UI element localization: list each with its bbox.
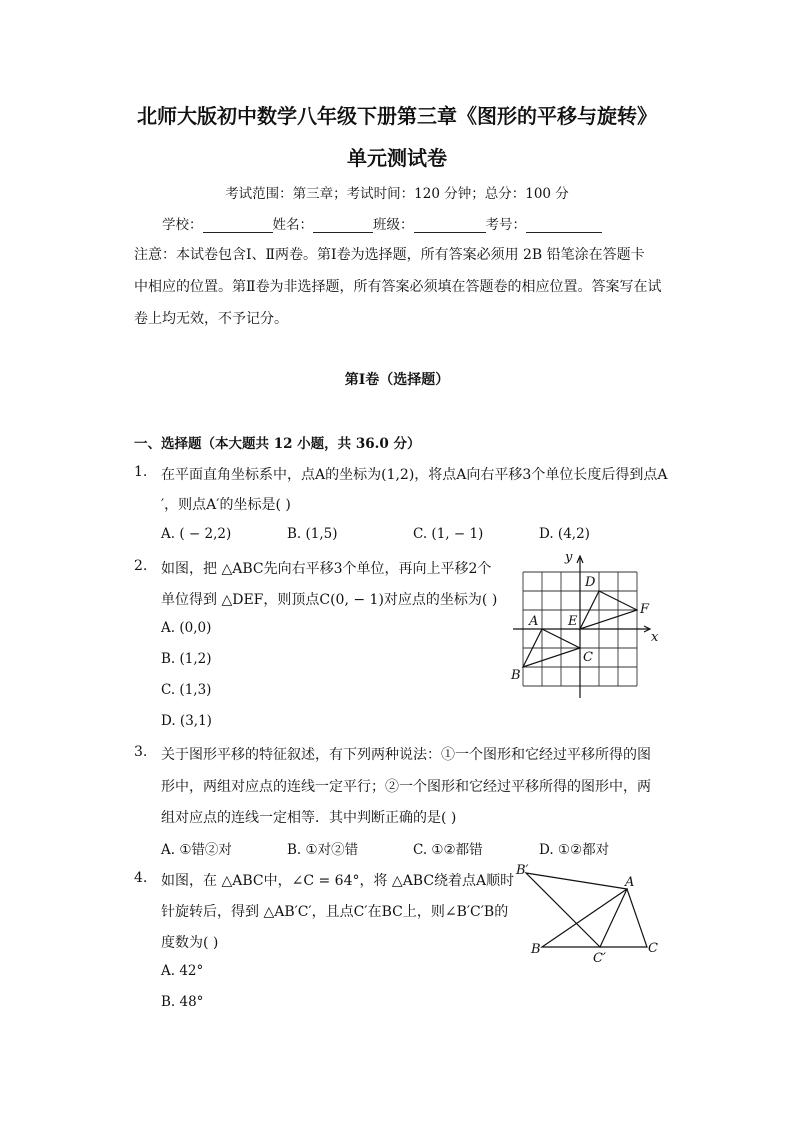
notice-line-1: 注意：本试卷包含Ⅰ、Ⅱ两卷。第Ⅰ卷为选择题，所有答案必须用 2B 铅笔涂在答题卡 — [134, 247, 645, 263]
option-b[interactable]: B. (1,2) — [161, 651, 212, 667]
question-line: 形中，两组对应点的连线一定平行；②一个图形和它经过平移所得的图形中，两 — [161, 779, 651, 795]
point-label-c: C — [648, 941, 658, 956]
option-a[interactable]: A. 42° — [161, 963, 204, 979]
triangle-abc — [542, 889, 647, 947]
class-label: 班级： — [373, 217, 414, 233]
point-label-e: E — [568, 614, 578, 629]
question-line: 关于图形平移的特征叙述，有下列两种说法：①一个图形和它经过平移所得的图 — [161, 747, 651, 763]
number-blank[interactable] — [526, 218, 602, 233]
grid-figure — [505, 548, 665, 700]
notice-line-3: 卷上均无效，不予记分。 — [134, 311, 288, 327]
point-label-f: F — [640, 602, 650, 617]
point-label-a: A — [529, 614, 539, 629]
question-number: 3. — [134, 744, 148, 760]
question-line: ′，则点A′的坐标是( ) — [161, 497, 291, 513]
question-line: 针旋转后，得到 △AB′C′，且点C′在BC上，则∠B′C′B的 — [161, 904, 509, 920]
point-label-c-prime: C′ — [593, 951, 606, 966]
question-line: 在平面直角坐标系中，点A的坐标为(1,2)，将点A向右平移3个单位长度后得到点A — [161, 467, 668, 483]
student-fields — [162, 213, 602, 233]
class-blank[interactable] — [414, 218, 486, 233]
volume-title: 第Ⅰ卷（选择题） — [344, 372, 450, 388]
axis-label-y: y — [565, 550, 573, 565]
option-c[interactable]: C. (1,3) — [161, 682, 212, 698]
notice-line-2: 中相应的位置。第Ⅱ卷为非选择题，所有答案必须填在答题卷的相应位置。答案写在试 — [134, 279, 662, 295]
option-b[interactable]: B. (1,5) — [287, 526, 338, 542]
axis-label-x: x — [651, 630, 659, 645]
option-b[interactable]: B. ①对②错 — [287, 842, 359, 858]
triangle-ab1c1 — [526, 873, 627, 947]
school-label: 学校： — [162, 217, 203, 233]
option-c[interactable]: C. ①②都错 — [413, 842, 483, 858]
rotation-figure — [510, 858, 670, 970]
question-number: 2. — [134, 558, 148, 574]
figure-labels — [515, 863, 658, 966]
point-label-a: A — [625, 875, 635, 890]
point-label-c: C — [583, 650, 593, 665]
question-line: 如图，把 △ABC先向右平移3个单位，再向上平移2个 — [161, 561, 492, 577]
point-label-b: B — [511, 668, 521, 683]
page-title-line1: 北师大版初中数学八年级下册第三章《图形的平移与旋转》 — [137, 104, 657, 128]
option-d[interactable]: D. (3,1) — [161, 713, 212, 729]
question-number: 4. — [134, 870, 148, 886]
option-c[interactable]: C. (1, − 1) — [413, 526, 484, 542]
question-line: 单位得到 △DEF，则顶点C(0, − 1)对应点的坐标为( ) — [161, 592, 498, 608]
name-blank[interactable] — [313, 218, 373, 233]
question-number: 1. — [134, 464, 148, 480]
option-d[interactable]: D. ①②都对 — [539, 842, 610, 858]
option-d[interactable]: D. (4,2) — [539, 526, 590, 542]
point-label-b-prime: B′ — [516, 863, 529, 878]
option-b[interactable]: B. 48° — [161, 994, 204, 1010]
page-title-line2: 单元测试卷 — [347, 146, 447, 170]
point-label-d: D — [585, 575, 596, 590]
question-line: 如图，在 △ABC中，∠C = 64°，将 △ABC绕着点A顺时 — [161, 873, 515, 889]
point-label-b: B — [531, 942, 541, 957]
option-a[interactable]: A. ①错②对 — [161, 842, 232, 858]
question-line: 组对应点的连线一定相等．其中判断正确的是( ) — [161, 810, 457, 826]
option-a[interactable]: A. ( − 2,2) — [161, 526, 232, 542]
school-blank[interactable] — [203, 218, 273, 233]
question-line: 度数为( ) — [161, 935, 219, 951]
name-label: 姓名： — [272, 217, 313, 233]
number-label: 考号： — [485, 217, 526, 233]
part-title: 一、选择题（本大题共 12 小题，共 36.0 分） — [134, 436, 421, 452]
option-a[interactable]: A. (0,0) — [161, 620, 212, 636]
exam-info: 考试范围：第三章；考试时间：120 分钟；总分：100 分 — [225, 186, 569, 202]
